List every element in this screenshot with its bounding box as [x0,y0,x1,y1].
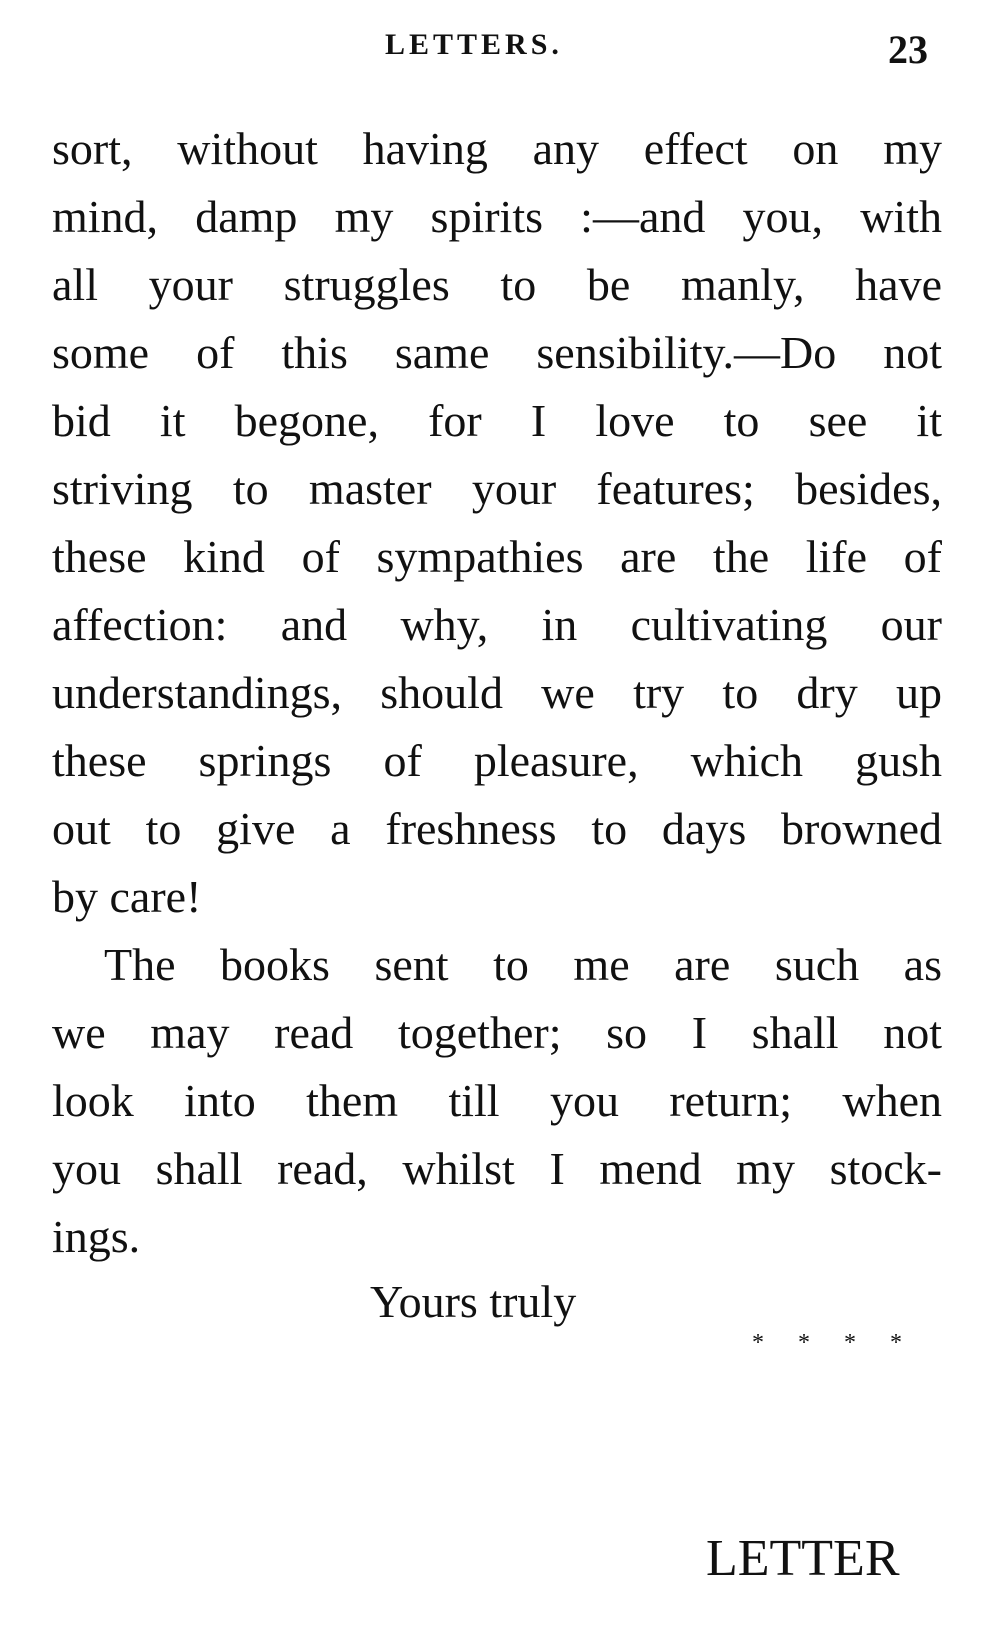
text-line: some of this same sensibility.—Do not [52,327,942,378]
text-line: look into them till you return; when [52,1075,942,1126]
text-line: these springs of pleasure, which gush [52,735,942,786]
text-line: these kind of sympathies are the life of [52,531,942,582]
text-line: we may read together; so I shall not [52,1007,942,1058]
running-title: LETTERS. [385,28,563,61]
text-line: out to give a freshness to days browned [52,803,942,854]
text-line: understandings, should we try to dry up [52,667,942,718]
page-number: 23 [888,27,928,72]
closing-salutation: Yours truly [370,1276,577,1327]
text-line-paragraph-start: The books sent to me are such as [104,939,942,990]
text-line: ings. [52,1211,141,1262]
signature-asterisms: * * * * [752,1330,916,1356]
text-line: you shall read, whilst I mend my stock- [52,1143,942,1194]
text-line: mind, damp my spirits :—and you, with [52,191,942,242]
text-line: striving to master your features; besides, [52,463,942,514]
text-line: bid it begone, for I love to see it [52,395,942,446]
text-line: affection: and why, in cultivating our [52,599,942,650]
running-head [0,28,1000,78]
body-text [52,115,942,1271]
text-line: all your struggles to be manly, have [52,259,942,310]
text-line: by care! [52,871,202,922]
catchword: LETTER [706,1530,900,1587]
text-line: sort, without having any effect on my [52,123,942,174]
